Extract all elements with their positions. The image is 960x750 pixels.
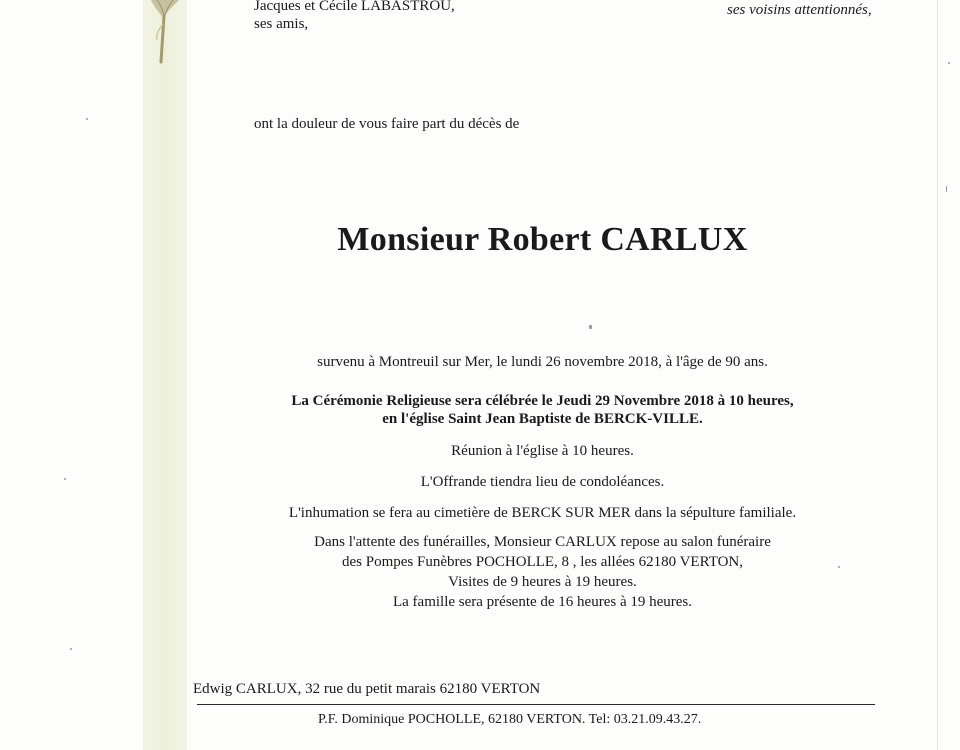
header-left-line-1: Jacques et Cécile LABASTROU, <box>254 0 455 14</box>
scan-speck <box>70 648 72 650</box>
contact-address: Edwig CARLUX, 32 rue du petit marais 62180 VERTON <box>193 681 541 697</box>
announcement-text: ont la douleur de vous faire part du décès de <box>254 116 520 132</box>
meeting-info: Réunion à l'église à 10 heures. <box>451 443 634 459</box>
header-right-line: ses voisins attentionnés, <box>727 2 872 18</box>
ceremony-line-2: en l'église Saint Jean Baptiste de BERCK-VILLE. <box>382 411 703 427</box>
scan-edge-line <box>937 0 938 750</box>
wake-line-1: Dans l'attente des funérailles, Monsieur CARLUX repose au salon funéraire <box>314 534 771 550</box>
scan-speck <box>64 478 66 480</box>
scan-speck <box>589 325 592 329</box>
footer-divider <box>197 704 875 705</box>
header-left-line-2: ses amis, <box>254 16 309 32</box>
scan-speck <box>948 62 950 64</box>
decorative-border-strip <box>143 0 187 750</box>
wake-line-2: des Pompes Funèbres POCHOLLE, 8 , les allées 62180 VERTON, <box>341 554 743 570</box>
deceased-name: Monsieur Robert CARLUX <box>337 221 748 258</box>
wake-line-3: Visites de 9 heures à 19 heures. <box>448 574 637 590</box>
scan-speck <box>86 118 88 120</box>
offering-info: L'Offrande tiendra lieu de condoléances. <box>420 474 665 490</box>
ceremony-line-1: La Cérémonie Religieuse sera célébrée le Jeudi 29 Novembre 2018 à 10 heures, <box>291 393 794 409</box>
funeral-home-footer: P.F. Dominique POCHOLLE, 62180 VERTON. Tel: 03.21.09.43.27. <box>318 712 702 727</box>
wake-line-4: La famille sera présente de 16 heures à 19 heures. <box>392 594 693 610</box>
flower-stem-icon <box>143 0 187 66</box>
death-info: survenu à Montreuil sur Mer, le lundi 26 novembre 2018, à l'âge de 90 ans. <box>317 354 768 370</box>
scan-speck <box>946 186 947 192</box>
burial-info: L'inhumation se fera au cimetière de BERCK SUR MER dans la sépulture familiale. <box>288 505 797 521</box>
